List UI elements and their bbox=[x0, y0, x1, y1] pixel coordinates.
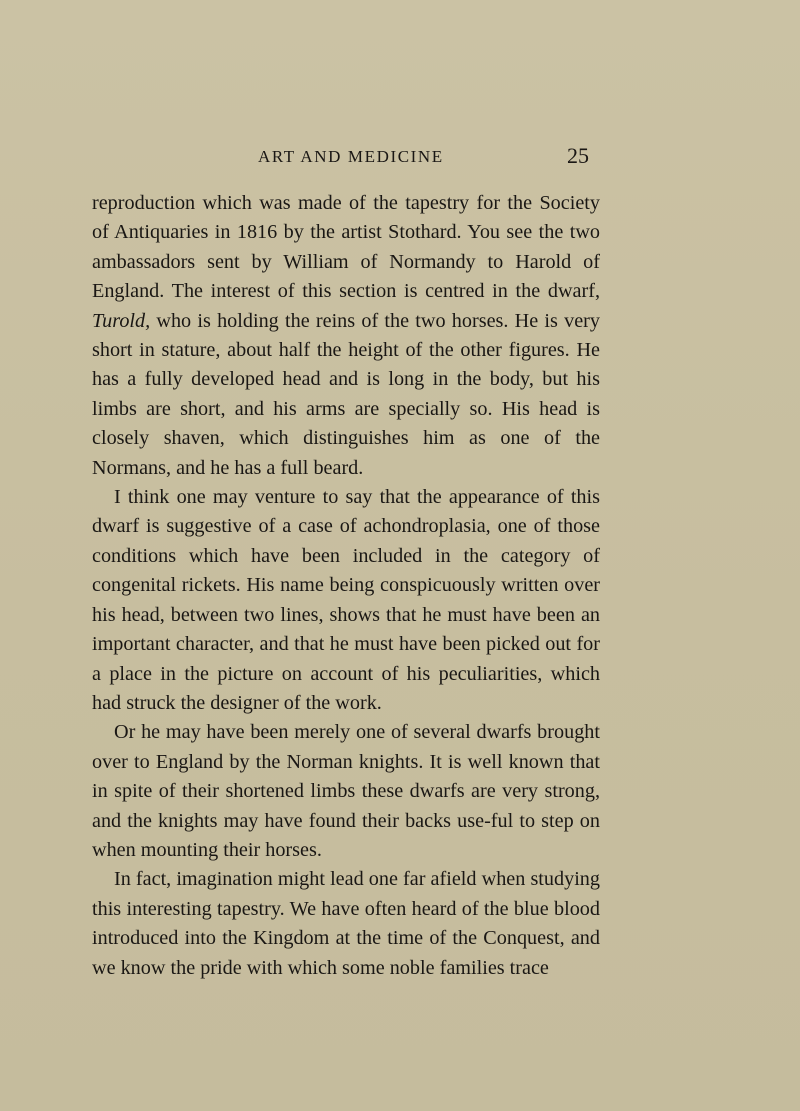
page-number: 25 bbox=[567, 143, 589, 168]
paragraph-4: In fact, imagination might lead one far afield when studying this interesting tapestry. We have often heard of the blue blood introduced into the Kingdom at the time of the Conquest, and we know the pride with which some noble families trace bbox=[92, 868, 600, 979]
paragraph-3: Or he may have been merely one of several dwarfs brought over to England by the Norman knights. It is well known that in spite of their shortened limbs these dwarfs are very strong, and the knights may have found their backs use-ful to step on when mounting their horses. bbox=[92, 721, 600, 861]
running-head: ART AND MEDICINE bbox=[258, 147, 444, 166]
dwarf-name-italic: Turold, bbox=[92, 309, 151, 332]
paragraph-1-text-b: who is holding the reins of the two horses. He is very short in stature, about half the height of the other figures. He has a fully developed head and is long in the body, but his limbs are short, and his arms are specially so. His head is closely shaven, which distinguishes him as one of the Normans, and he has a full beard. bbox=[92, 309, 600, 479]
paragraph-1-text-a: reproduction which was made of the tapestry for the Society of Antiquaries in 1816 by the artist Stothard. You see the two ambassadors sent by William of Normandy to Harold of England. The interest of this section is centred in the dwarf, bbox=[92, 192, 600, 303]
body-text bbox=[92, 189, 600, 983]
paragraph-2: I think one may venture to say that the appearance of this dwarf is suggestive of a case of achondroplasia, one of those conditions which have been included in the category of congenital rickets. His name being conspicuously written over his head, between two lines, shows that he must have been an important character, and that he must have been picked out for a place in the picture on account of his peculiarities, which had struck the designer of the work. bbox=[92, 486, 600, 714]
paragraph-1 bbox=[92, 189, 600, 483]
